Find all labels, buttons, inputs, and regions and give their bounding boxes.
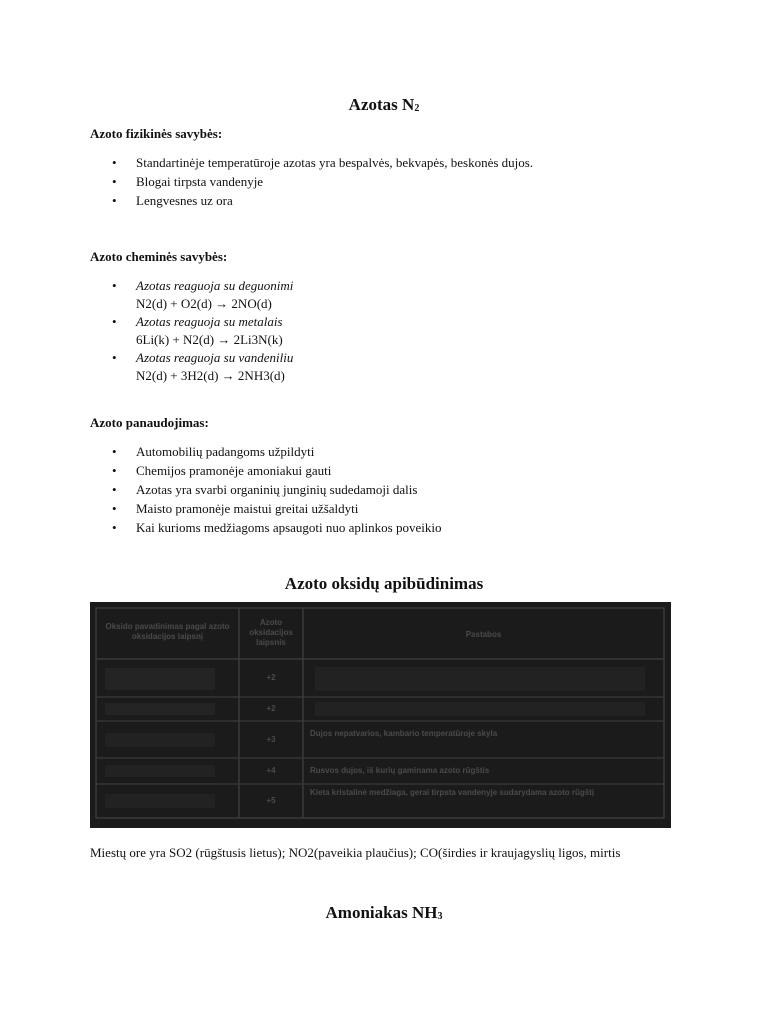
list-item <box>90 313 730 349</box>
ammonia-title: Amoniakas $NH_3$ <box>325 903 443 922</box>
table-cell: +3 <box>266 735 276 744</box>
oxide-table-photo <box>90 602 671 828</box>
list-item <box>90 349 730 385</box>
list-item: • Azotas yra svarbi organinių junginių sudedamoji dalis <box>90 480 730 499</box>
page-title: Azotas $N_2$ <box>348 95 420 114</box>
reaction-equation: N2(d) + 3H2(d) → 2NH3(d) <box>136 368 285 383</box>
table-cell: +4 <box>266 766 276 775</box>
reaction-description: Azotas reaguoja su metalais <box>136 314 283 329</box>
oxides-title: Azoto oksidų apibūdinimas <box>284 574 484 593</box>
list-item: • Maisto pramonėje maistui greitai užšaldyti <box>90 499 730 518</box>
physical-properties-heading: Azoto fizikinės savybės: <box>90 126 223 141</box>
air-pollution-note: Miestų ore yra SO2 (rūgštusis lietus); NO2(paveikia plaučius); CO(širdies ir kraujagyslių ligos, mirtis <box>90 845 621 860</box>
list-item: • Chemijos pramonėje amoniakui gauti <box>90 461 730 480</box>
list-item: • Automobilių padangoms užpildyti <box>90 442 730 461</box>
physical-properties-list <box>90 153 730 210</box>
reaction-equation: N2(d) + O2(d) → 2NO(d) <box>136 296 272 311</box>
list-item <box>90 277 730 313</box>
usage-heading: Azoto panaudojimas: <box>90 415 209 430</box>
list-item: • Lengvesnes uz ora <box>90 191 730 210</box>
usage-list <box>90 442 730 537</box>
table-cell: +5 <box>266 796 276 805</box>
table-header-cell: Oksido pavadinimas pagal azoto oksidacijos laipsnį <box>105 622 230 641</box>
reaction-description: Azotas reaguoja su vandeniliu <box>136 350 294 365</box>
reaction-description: Azotas reaguoja su deguonimi <box>136 278 294 293</box>
table-cell: +2 <box>266 673 276 682</box>
chemical-properties-heading: Azoto cheminės savybės: <box>90 249 228 264</box>
list-item: • Standartinėje temperatūroje azotas yra bespalvės, bekvapės, beskonės dujos. <box>90 153 730 172</box>
chemical-properties-list <box>90 277 730 385</box>
list-item: • Kai kurioms medžiagoms apsaugoti nuo aplinkos poveikio <box>90 518 730 537</box>
list-item: • Blogai tirpsta vandenyje <box>90 172 730 191</box>
table-cell: Kieta kristalinė medžiaga, gerai tirpsta vandenyje sudarydama azoto rūgštį <box>310 788 595 797</box>
reaction-equation: 6Li(k) + N2(d) → 2Li3N(k) <box>136 332 283 347</box>
table-cell: Dujos nepatvarios, kambario temperatūroje skyla <box>310 729 498 738</box>
table-cell: Rusvos dujos, iš kurių gaminama azoto rūgštis <box>310 766 490 775</box>
table-header-cell: Azoto oksidacijos laipsnis <box>249 618 293 647</box>
table-cell: +2 <box>266 704 276 713</box>
table-header-cell: Pastabos <box>465 630 502 639</box>
